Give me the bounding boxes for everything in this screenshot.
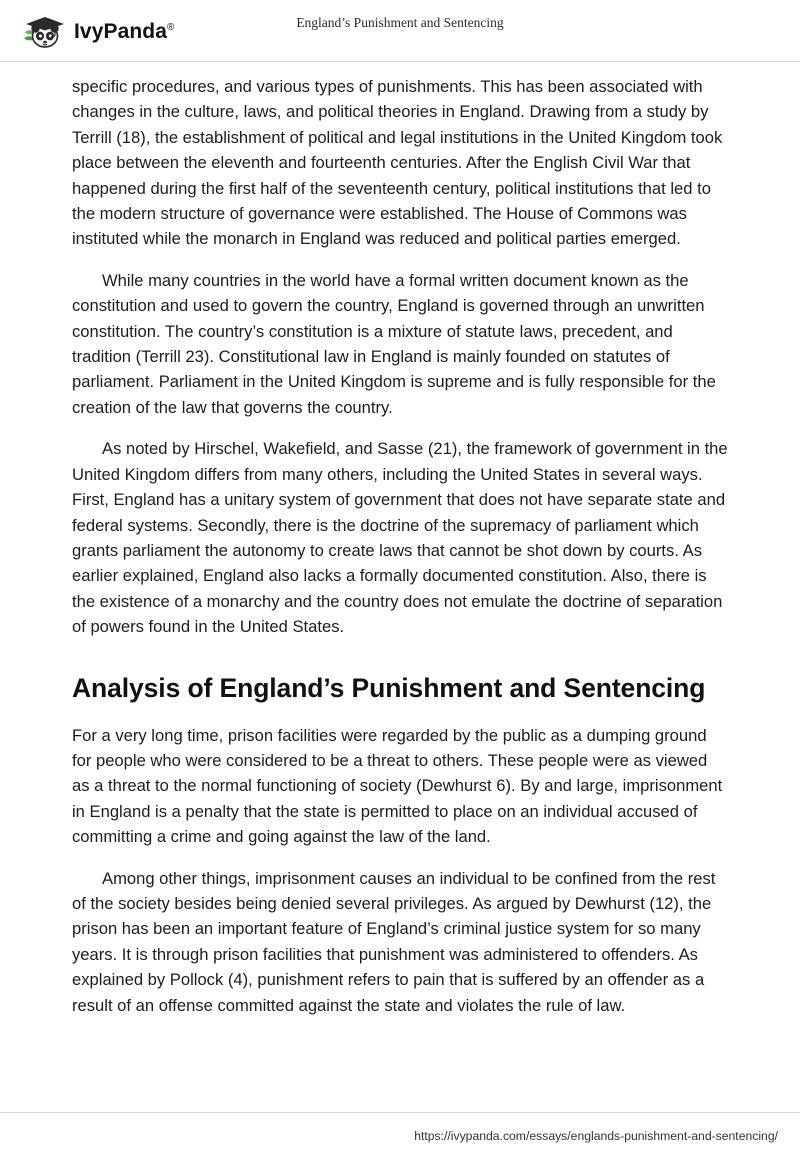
section-heading: Analysis of England’s Punishment and Sentencing bbox=[72, 672, 706, 703]
paragraph: As noted by Hirschel, Wakefield, and Sasse (21), the framework of government in the United Kingdom differs from many others, including the United States in several ways. First, England has a unitary system of government that does not have separate state and federal systems. Secondly, there is the doctrine of the supremacy of parliament which grants parliament the autonomy to create laws that cannot be shot down by courts. As earlier explained, England also lacks a formally documented constitution. Also, there is the existence of a monarchy and the country does not emulate the doctrine of separation of powers found in the United States. bbox=[72, 439, 728, 637]
registered-mark: ® bbox=[167, 22, 175, 33]
page-title: England’s Punishment and Sentencing bbox=[296, 15, 504, 30]
paragraph: specific procedures, and various types of punishments. This has been associated with changes in the culture, laws, and political theories in England. Drawing from a study by Terrill (18), the establishment of political and legal institutions in the United Kingdom took place between the eleventh and fourteenth centuries. After the English Civil War that happened during the first half of the seventeenth century, political institutions that led to the modern structure of governance were established. The House of Commons was instituted while the monarch in England was reduced and political parties emerged. bbox=[72, 77, 723, 249]
brand-name-text: IvyPanda bbox=[74, 20, 168, 43]
paragraph: For a very long time, prison facilities were regarded by the public as a dumping ground for people who were considered to be a threat to others. These people were as viewed as a threat to the normal functioning of society (Dewhurst 6). By and large, imprisonment in England is a penalty that the state is permitted to place on an individual accused of committing a crime and going against the law of the land. bbox=[72, 725, 723, 847]
page-header bbox=[0, 0, 800, 62]
paragraph: Among other things, imprisonment causes an individual to be confined from the rest of the society besides being denied several privileges. As argued by Dewhurst (12), the prison has been an important feature of England’s criminal justice system for so many years. It is through prison facilities that punishment was administered to offenders. As explained by Pollock (4), punishment refers to pain that is suffered by an offender as a result of an offense committed against the state and violates the rule of law. bbox=[72, 868, 716, 1015]
page-footer bbox=[0, 1112, 800, 1160]
paragraph: While many countries in the world have a formal written document known as the constitution and used to govern the country, England is governed through an unwritten constitution. The country’s constitution is a mixture of statute laws, precedent, and tradition (Terrill 23). Constitutional law in England is mainly founded on statutes of parliament. Parliament in the United Kingdom is supreme and is fully responsible for the creation of the law that governs the country. bbox=[72, 270, 716, 417]
document-body bbox=[72, 62, 728, 1018]
source-url-link[interactable]: https://ivypanda.com/essays/englands-punishment-and-sentencing/ bbox=[414, 1129, 778, 1143]
